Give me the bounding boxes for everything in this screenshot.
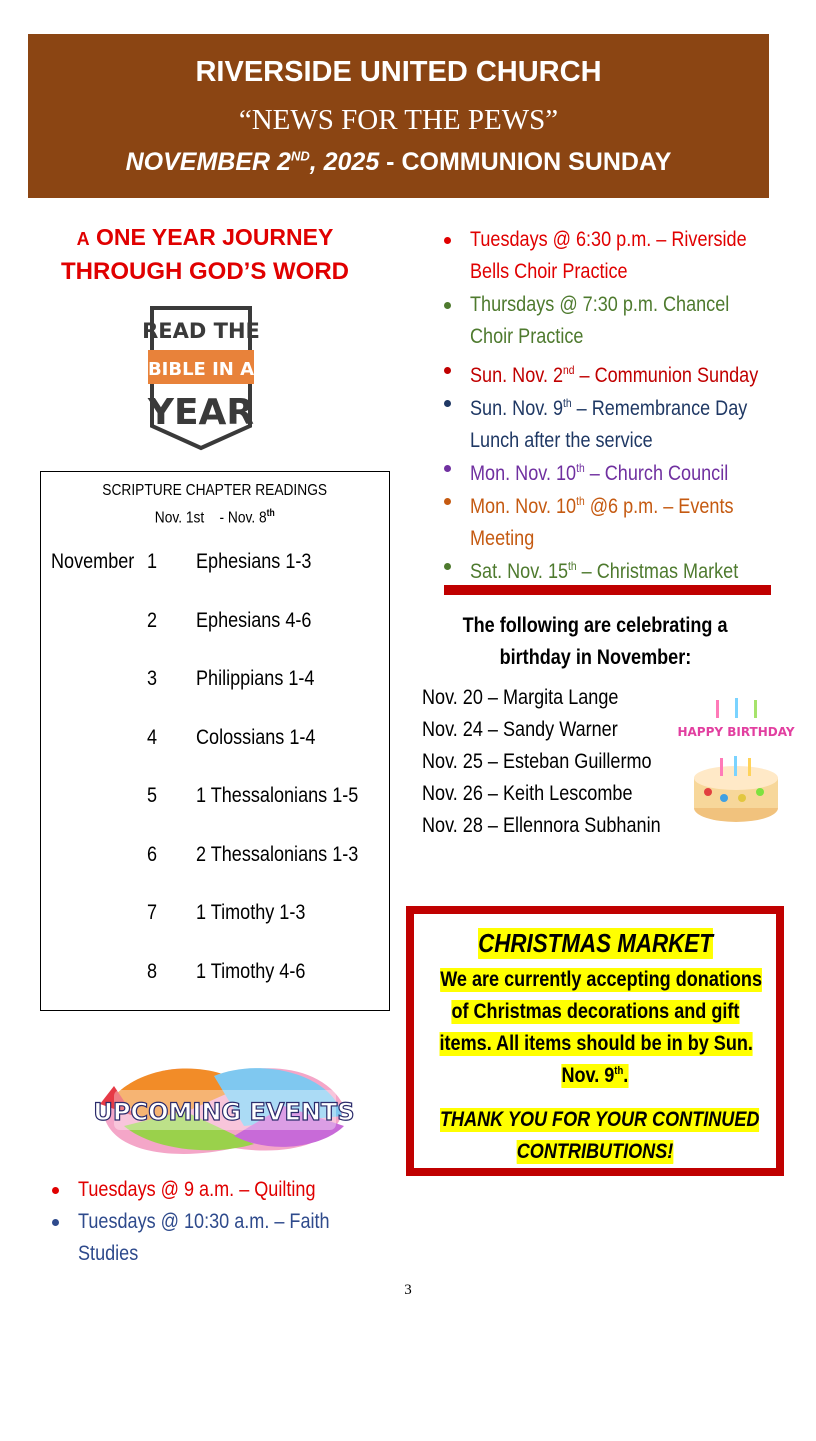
birthday-row xyxy=(422,718,650,742)
bullet-icon xyxy=(444,465,451,472)
event-text-cont: Bells Choir Practice xyxy=(470,260,628,283)
reading-book: 1 Thessalonians 1-5 xyxy=(196,784,359,807)
upcoming-events-graphic xyxy=(94,1056,354,1162)
logo-line3: YEAR xyxy=(147,392,255,433)
birthday-entry: Nov. 28 – Ellennora Subhanin xyxy=(422,814,661,837)
reading-book: 1 Timothy 1-3 xyxy=(196,901,306,924)
reading-day: 8 xyxy=(147,959,158,983)
birthday-row xyxy=(422,782,667,806)
birthday-heading: The following are celebrating a birthday in November: xyxy=(462,614,728,669)
christmas-market-box xyxy=(406,906,784,1176)
reading-row xyxy=(41,901,391,931)
bullet-icon xyxy=(444,563,451,570)
section-divider xyxy=(444,585,771,595)
bullet-icon xyxy=(52,1187,59,1194)
reading-book: Ephesians 4-6 xyxy=(196,608,312,632)
birthday-row xyxy=(422,750,689,774)
reading-book: 1 Timothy 4-6 xyxy=(196,959,306,983)
logo-line2: BIBLE IN A xyxy=(147,359,255,380)
logo-line1: READ THE xyxy=(142,319,260,343)
market-body-line1: We are currently accepting donations xyxy=(440,968,763,991)
reading-row xyxy=(41,960,391,990)
bullet-icon xyxy=(52,1219,59,1226)
birthday-entry: Nov. 20 – Margita Lange xyxy=(422,686,619,709)
reading-day: 2 xyxy=(147,608,158,632)
birthday-cake-image xyxy=(677,698,795,826)
reading-book: 2 Thessalonians 1-3 xyxy=(196,842,359,866)
event-text: Thursdays @ 7:30 p.m. Chancel xyxy=(470,293,730,316)
bullet-icon xyxy=(444,237,451,244)
reading-day: 4 xyxy=(147,725,158,749)
reading-row xyxy=(41,784,391,814)
cake-text: HAPPY BIRTHDAY xyxy=(677,725,795,739)
reading-row xyxy=(41,843,391,873)
issue-date-line xyxy=(28,148,769,177)
birthday-entry: Nov. 24 – Sandy Warner xyxy=(422,718,618,741)
church-name: RIVERSIDE UNITED CHURCH xyxy=(195,56,602,88)
issue-occasion: - COMMUNION SUNDAY xyxy=(379,148,672,176)
event-text-cont: Studies xyxy=(78,1242,139,1265)
journey-heading-line2: THROUGH GOD’S WORD xyxy=(61,258,349,285)
reading-row xyxy=(41,550,391,580)
bullet-icon xyxy=(444,400,451,407)
bullet-icon xyxy=(444,498,451,505)
market-body-line2: of Christmas decorations and gift xyxy=(451,1000,739,1023)
reading-day: 6 xyxy=(147,842,158,866)
upcoming-events-label: UPCOMING EVENTS xyxy=(93,1098,355,1126)
page-number: 3 xyxy=(404,1282,412,1298)
birthday-entry: Nov. 26 – Keith Lescombe xyxy=(422,782,633,805)
reading-day: 5 xyxy=(147,784,158,807)
reading-day: 1 xyxy=(147,550,158,573)
birthday-row xyxy=(422,814,699,838)
event-text: Tuesdays @ 10:30 a.m. – Faith xyxy=(78,1210,330,1233)
newsletter-title: “NEWS FOR THE PEWS” xyxy=(238,104,559,136)
scripture-readings-box xyxy=(40,471,390,1011)
readings-range: Nov. 1st - Nov. 8th xyxy=(154,508,276,527)
reading-row xyxy=(41,667,391,697)
market-title: CHRISTMAS MARKET xyxy=(477,928,713,958)
event-text: Mon. Nov. 10th @6 p.m. – Events xyxy=(470,494,734,518)
birthday-row xyxy=(422,686,650,710)
event-text: Mon. Nov. 10th – Church Council xyxy=(470,461,729,485)
readings-title: SCRIPTURE CHAPTER READINGS xyxy=(102,482,328,499)
market-thanks-line1: THANK YOU FOR YOUR CONTINUED xyxy=(439,1108,760,1131)
market-body-line3: items. All items should be in by Sun. xyxy=(439,1032,753,1055)
reading-day: 7 xyxy=(147,901,158,924)
newsletter-header xyxy=(28,34,769,198)
event-text-cont: Choir Practice xyxy=(470,325,584,348)
bullet-icon xyxy=(444,302,451,309)
reading-row xyxy=(41,609,391,639)
journey-heading-line1: A ONE YEAR JOURNEY xyxy=(76,224,334,250)
event-text: Tuesdays @ 6:30 p.m. – Riverside xyxy=(470,228,747,251)
event-text-cont: Lunch after the service xyxy=(470,429,653,452)
reading-book: Colossians 1-4 xyxy=(196,725,316,749)
reading-row xyxy=(41,726,391,756)
event-text: Sun. Nov. 9th – Remembrance Day xyxy=(470,396,748,420)
event-text: Sat. Nov. 15th – Christmas Market xyxy=(470,559,739,583)
reading-month: November xyxy=(51,550,135,573)
read-the-bible-logo xyxy=(142,306,260,450)
event-text-cont: Meeting xyxy=(470,527,535,550)
reading-book: Ephesians 1-3 xyxy=(196,550,312,573)
market-body-line4: Nov. 9th. xyxy=(561,1064,629,1087)
reading-book: Philippians 1-4 xyxy=(196,667,315,690)
birthday-entry: Nov. 25 – Esteban Guillermo xyxy=(422,750,652,773)
event-text: Tuesdays @ 9 a.m. – Quilting xyxy=(78,1178,316,1201)
bullet-icon xyxy=(444,367,451,374)
issue-date: NOVEMBER 2ND, 2025 xyxy=(125,148,380,176)
reading-day: 3 xyxy=(147,667,158,690)
market-thanks-line2: CONTRIBUTIONS! xyxy=(516,1140,674,1163)
event-text: Sun. Nov. 2nd – Communion Sunday xyxy=(470,363,759,387)
